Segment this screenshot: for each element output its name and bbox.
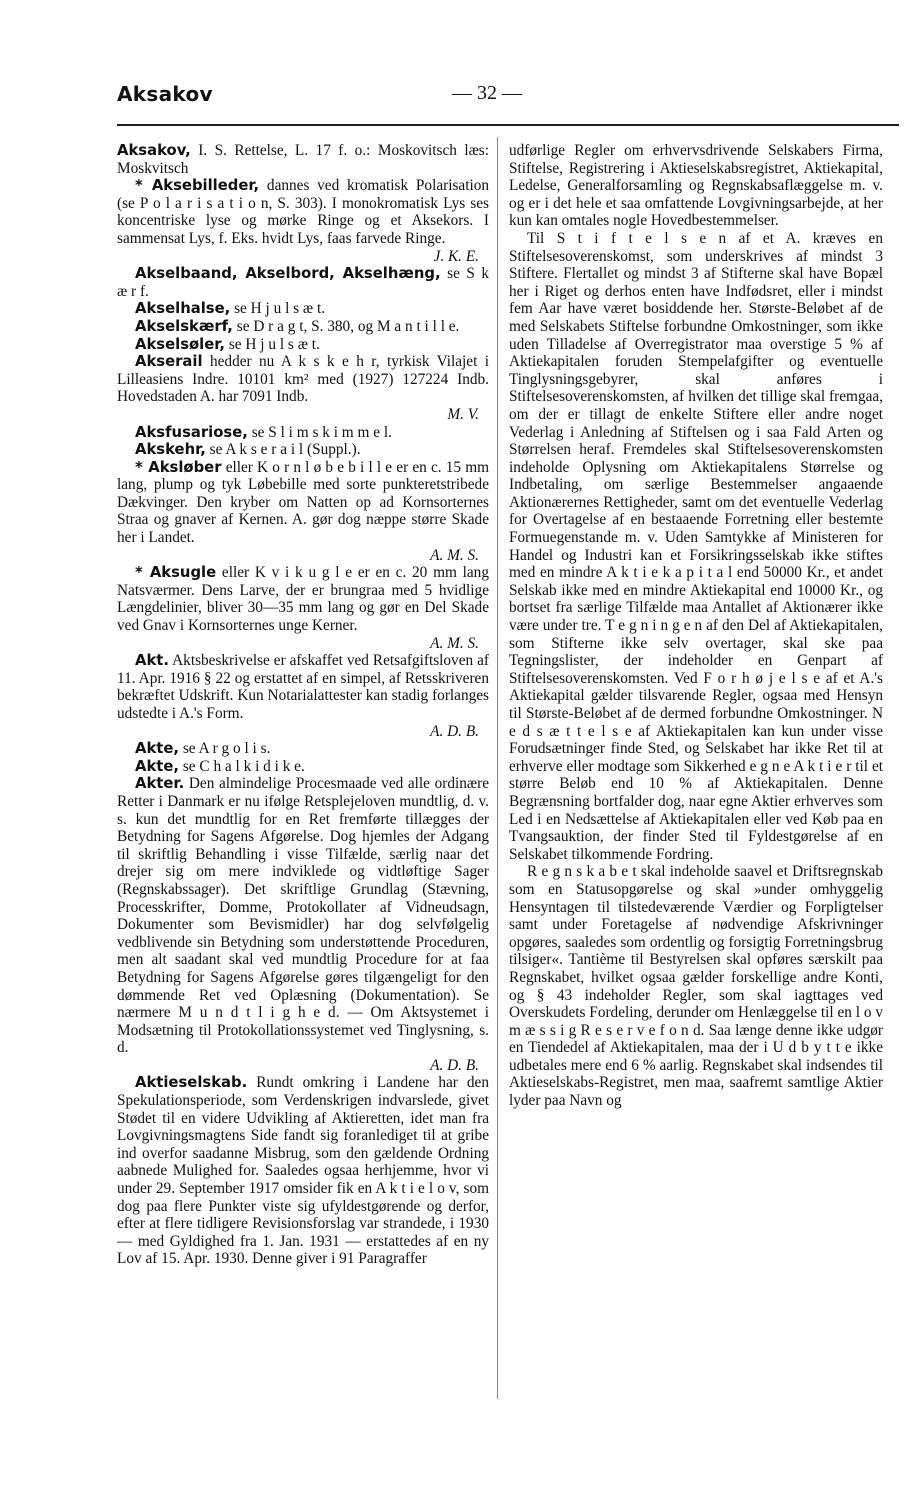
entry-headword: * Aksløber [135,458,222,476]
entry-text: Rundt omkring i Landene har den Spekulationsperiode, som Verdenskrigen indvarslede, givet Stødet til en videre Udvikling af Aktieretten, idet man fra Lovgivningsmagtens Side fandt sig foranlediget til at gribe ind overfor saadanne Misbrug, som den gældende Ordning aabnede Mulighed for. Saaledes ogsaa herhjemme, hvor vi under 29. September 1917 omsider fik en A k t i e l o v, som dog paa flere Punkter viste sig ufyldestgørende og derfor, efter at flere tidligere Revisionsforslag var strandede, i 1930 — med Gyldighed fra 1. Jan. 1931 — erstattedes af en ny Lov af 15. Apr. 1930. Denne giver i 91 Paragraffer [117,1074,489,1268]
left-column [117,142,489,1268]
entry-text: hedder nu A k s k e h r, tyrkisk Vilajet i Lilleasiens Indre. 10101 km² med (1927) 127224 Indb. Hovedstaden A. har 7091 Indb. [117,353,489,406]
entry-text: se H j u l s æ t. [225,335,320,353]
right-column [509,142,883,1110]
entry-akselhalse [117,300,489,318]
author-signature: A. M. S. [430,634,479,652]
entry-text: se C h a l k i d i k e. [179,757,305,775]
entry-headword: Aktieselskab. [135,1074,248,1092]
paragraph-stiftelsen: Til S t i f t e l s e n af et A. kræves en Stiftelsesoverenskomst, som underskrives af mindst 3 Stiftere. Flertallet og mindst 3 af Stifterne skal have Bopæl her i Riget og derhos enten have Indfødsret, eller i mindst fem Aar have været bosiddende her. Største-Beløbet af de med Selskabets Stiftelse forbundne Omkostninger, som ikke uden Tilladelse af Overregistrator maa overstige 5 % af Aktiekapitalen foruden Stempelafgifter og eventuelle Tinglysningsgebyrer, skal anføres i Stiftelsesoverenskomsten, af hvilken det tillige skal fremgaa, om der er tillagt de enkelte Stiftere eller andre noget Vederlag i Anledning af Stiftelsen og i saa Fald Arten og Størrelsen heraf. Fremdeles skal Stiftelsesoverenskomsten indeholde Oplysning om Aktiekapitalens Størrelse og Indbetaling, om særlige Bestemmelser angaaende Aktionærernes Rettigheder, samt om det eventuelle Vederlag for Overtagelse af en bestaaende Forretning eller bestemte Formuegenstande m. v. Uden Samtykke af Ministeren for Handel og Industri kan et Forsikringsselskab ikke stiftes med en mindre A k t i e k a p i t a l end 50000 Kr., et andet Selskab ikke med en mindre Aktiekapital end 10000 Kr., og bortset fra særlige Tilfælde maa Antallet af Aktionærer ikke være under tre. T e g n i n g e n af den Del af Aktiekapitalen, som Stifterne ikke selv overtager, skal ske paa Tegningslister, der indeholder en Genpart af Stiftelsesoverenskomsten. Ved F o r h ø j e l s e af et A.'s Aktiekapital gælder tilsvarende Regler, ogsaa med Hensyn til Største-Beløbet af de dermed forbundne Omkostninger. N e d s æ t t e l s e af Aktiekapitalen kan kun under visse Forudsætninger finde Sted, og Selskabet har ikke Ret til at erhverve eller modtage som Sikkerhed e g n e A k t i e r til et større Beløb end 10 % af Aktiekapitalen. Denne Begrænsning bortfalder dog, naar egne Aktier erhverves som Led i en Nedsættelse af Aktiekapitalen eller ved Køb paa en Tvangsauktion, der finder Sted til Fyldestgørelse af en Selskabet tilkommende Fordring. [509,229,883,863]
entry-headword: Akselsøler, [135,335,226,353]
entry-text: se D r a g t, S. 380, og M a n t i l l e. [232,317,460,335]
paragraph-continuation: udførlige Regler om erhvervsdrivende Selskabers Firma, Stiftelse, Registrering i Aktieselskabsregistret, Aktiekapital, Ledelse, Generalforsamling og Regnskabsaflæggelse m. v. og er i det hele et saa omfattende Lovgivningsarbejde, at her kun kan omtales nogle Hovedbestemmelser. [509,142,883,230]
entry-headword: Aksakov, [117,142,191,159]
entry-akte-argolis [117,740,489,758]
paragraph-regnskabet: R e g n s k a b e t skal indeholde saavel et Driftsregnskab som en Statusopgørelse og skal »under omhyggelig Hensyntagen til tilstedeværende Værdier og Forpligtelser samt under Foretagelse af nødvendige Afskrivninger opgøres, saaledes som ordentlig og forsigtig Forretningsbrug tilsiger«. Tantième til Bestyrelsen skal opføres særskilt paa Regnskabet, hvilket ogsaa gælder forskellige andre Konti, og § 43 indeholder Regler, som skal iagttages ved Overskudets Fordeling, derunder om Henlæggelse til en l o v m æ s s i g R e s e r v e f o n d. Saa længe denne ikke udgør en Tiendedel af Aktiekapitalen, maa der i U d b y t t e ikke udbetales mere end 6 % aarlig. Regnskabet skal indsendes til Aktieselskabs-Registret, men maa, saafremt samtlige Aktier lyder paa Navn og [509,863,883,1110]
column-divider [497,137,498,1399]
header-rule [117,124,899,126]
entry-text: eller K v i k u g l e er en c. 20 mm lang Natsværmer. Dens Larve, der er brungraa med 5 hvidlige Længdelinier, bliver 30—35 mm lang og gør en Del Skade ved Gnav i Kornsorternes unge Kerner. [117,564,489,635]
entry-akter [117,775,489,1074]
entry-headword: Akt. [135,652,169,670]
entry-headword: Akte, [135,740,180,758]
entry-text: Aktsbeskrivelse er afskaffet ved Retsafgiftsloven af 11. Apr. 1916 § 22 og erstattet af en simpel, af Retsskriveren bekræftet Udskrift. Kun Notarialattester kan stadig forlanges udstedte i A.'s Form. [117,652,489,722]
author-signature: M. V. [447,405,479,423]
author-signature: A. M. S. [430,546,479,564]
entry-text: se S l i m s k i m m e l. [247,423,392,441]
entry-headword: Akselskærf, [135,317,233,335]
entry-text: se A k s e r a i l (Suppl.). [205,441,361,459]
running-head [117,82,777,116]
entry-aksakov [117,142,489,177]
entry-akselbaand [117,265,489,300]
entry-aksfusariose [117,424,489,442]
entry-headword: Akselhalse, [135,300,231,318]
entry-akte-chalkidike [117,758,489,776]
entry-headword: Aksfusariose, [135,423,248,441]
entry-akt [117,652,489,740]
entry-akskehr [117,441,489,459]
entry-headword: Akte, [135,757,180,775]
page-number: — 32 — [452,82,522,104]
entry-akselskaerf [117,318,489,336]
entry-akslober [117,459,489,565]
entry-headword: * Aksebilleder, [135,177,260,195]
entry-text: eller K o r n l ø b e b i l l e er en c. 15 mm lang, plump og tyk Løbebille med sorte punkteretstribede Dækvinger. Den kryber om Natten op ad Kornsorternes Straa og gnaver af Kernen. A. gør dog næppe større Skade her i Landet. [117,458,490,547]
entry-text: Den almindelige Procesmaade ved alle ordinære Retter i Danmark er nu ifølge Retsplejeloven mundtlig, d. v. s. kun det mundtlig for en Ret fremførte tillægges der Betydning for Sagens Afgørelse. Dog hjemles der Adgang til skriftlig Behandling i visse Tilfælde, særlig naar det drejer sig om mere indviklede og vidtløftige Sager (Regnskabssager). Det skriftlige Grundlag (Stævning, Processkrifter, Domme, Protokollater af Vidneudsagn, Dokumenter som Bevismidler) har dog selvfølgelig vedblivende sin Betydning som understøttende Proceduren, men alt saadant skal ved mundtlig Procedure for at faa Betydning for Sagens Afgørelse gøres tilgængeligt for den dømmende Ret ved Oplæsning (Dokumentation). Se nærmere M u n d t l i g h e d. — Om Aktsystemet i Modsætning til Protokollationssystemet ved Tinglysning, s. d. [117,775,489,1057]
entry-headword: Akskehr, [135,441,206,459]
entry-text: I. S. Rettelse, L. 17 f. o.: Moskovitsch læs: Moskvitsch [117,142,489,177]
entry-text: dannes ved kromatisk Polarisation (se P o l a r i s a t i o n, S. 303). I monokromatisk Lys ses koncentriske lyse og mørke Ringe og et Aksekors. I sammensat Lys, f. Eks. hvidt Lys, faas farvede Ringe. [117,177,489,247]
entry-headword: * Aksugle [135,564,217,582]
entry-text: se A r g o l i s. [179,740,271,758]
entry-akselsoeler [117,336,489,354]
entry-headword: Akter. [135,775,185,793]
running-head-title: Aksakov [117,82,213,106]
author-signature: A. D. B. [430,722,479,740]
entry-headword: Akserail [135,353,203,371]
entry-headword: Akselbaand, Akselbord, Akselhæng, [135,265,441,283]
entry-aktieselskab [117,1074,489,1268]
entry-text: se S k æ r f. [117,265,489,300]
author-signature: A. D. B. [430,1056,479,1074]
entry-text: se H j u l s æ t. [230,300,326,318]
author-signature: J. K. E. [433,247,479,265]
entry-aksebilleder [117,177,489,265]
entry-aksugle [117,564,489,652]
entry-akserail [117,353,489,423]
